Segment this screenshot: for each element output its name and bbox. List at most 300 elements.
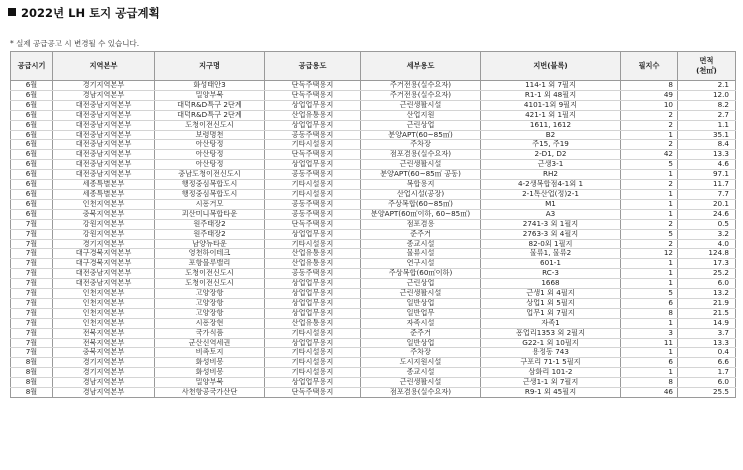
cell-use: 단독주택용지 xyxy=(265,81,361,91)
cell-lot: 흥업리1353 외 2필지 xyxy=(481,328,621,338)
cell-use: 산업유통용지 xyxy=(265,110,361,120)
cell-detail-use: 주상복합(60~85㎡) xyxy=(361,199,481,209)
cell-district: 도청이전신도시 xyxy=(155,120,265,130)
cell-detail-use: 산업지원 xyxy=(361,110,481,120)
cell-use: 기타시설용지 xyxy=(265,368,361,378)
cell-parcels: 2 xyxy=(621,120,678,130)
cell-district: 사천항공국가산단 xyxy=(155,388,265,398)
cell-region: 대구경북지역본부 xyxy=(53,249,155,259)
cell-district: 괴산미니복합타운 xyxy=(155,209,265,219)
cell-region: 인천지역본부 xyxy=(53,298,155,308)
cell-parcels: 10 xyxy=(621,100,678,110)
cell-period: 6월 xyxy=(11,90,53,100)
cell-lot: 421-1 외 1필지 xyxy=(481,110,621,120)
cell-parcels: 1 xyxy=(621,170,678,180)
cell-area: 6.6 xyxy=(678,358,736,368)
cell-district: 도청이전신도시 xyxy=(155,269,265,279)
cell-lot: R9-1 외 45필지 xyxy=(481,388,621,398)
cell-period: 6월 xyxy=(11,130,53,140)
cell-area: 8.2 xyxy=(678,100,736,110)
cell-detail-use: 종교시설 xyxy=(361,239,481,249)
title-bullet-icon xyxy=(8,8,16,16)
cell-use: 공동주택용지 xyxy=(265,269,361,279)
cell-parcels: 1 xyxy=(621,259,678,269)
cell-region: 인천지역본부 xyxy=(53,318,155,328)
cell-region: 경기지역본부 xyxy=(53,81,155,91)
cell-detail-use: 분양APT(60~85㎡) xyxy=(361,130,481,140)
col-header-district: 지구명 xyxy=(155,52,265,81)
cell-region: 경기지역본부 xyxy=(53,358,155,368)
cell-lot: 물류1, 물류2 xyxy=(481,249,621,259)
cell-parcels: 2 xyxy=(621,110,678,120)
cell-region: 경기지역본부 xyxy=(53,239,155,249)
cell-period: 8월 xyxy=(11,378,53,388)
cell-parcels: 2 xyxy=(621,219,678,229)
cell-use: 기타시설용지 xyxy=(265,140,361,150)
cell-detail-use: 준주거 xyxy=(361,328,481,338)
cell-parcels: 1 xyxy=(621,199,678,209)
cell-parcels: 8 xyxy=(621,378,678,388)
cell-detail-use: 자족시설 xyxy=(361,318,481,328)
cell-detail-use: 일반상업 xyxy=(361,298,481,308)
cell-period: 7월 xyxy=(11,229,53,239)
cell-period: 6월 xyxy=(11,180,53,190)
cell-district: 포항블루밸리 xyxy=(155,259,265,269)
table-row xyxy=(11,219,736,229)
cell-period: 6월 xyxy=(11,81,53,91)
cell-district: 밀양부북 xyxy=(155,90,265,100)
cell-district: 남양뉴타운 xyxy=(155,239,265,249)
cell-period: 7월 xyxy=(11,348,53,358)
table-row xyxy=(11,150,736,160)
cell-district: 대덕R&D특구 2단계 xyxy=(155,100,265,110)
cell-parcels: 2 xyxy=(621,180,678,190)
cell-lot: R1-1 외 48필지 xyxy=(481,90,621,100)
cell-period: 6월 xyxy=(11,199,53,209)
cell-region: 강원지역본부 xyxy=(53,219,155,229)
table-row xyxy=(11,120,736,130)
table-row xyxy=(11,378,736,388)
cell-lot: 업무1 외 7필지 xyxy=(481,308,621,318)
cell-region: 전북지역본부 xyxy=(53,338,155,348)
cell-period: 6월 xyxy=(11,100,53,110)
cell-detail-use: 점포겸용(실수요자) xyxy=(361,150,481,160)
cell-use: 단독주택용지 xyxy=(265,90,361,100)
cell-use: 산업유통용지 xyxy=(265,318,361,328)
table-row xyxy=(11,199,736,209)
cell-use: 산업유통용지 xyxy=(265,249,361,259)
cell-parcels: 8 xyxy=(621,308,678,318)
cell-detail-use: 주차장 xyxy=(361,140,481,150)
cell-district: 고양장항 xyxy=(155,308,265,318)
cell-period: 8월 xyxy=(11,388,53,398)
area-header-unit: (천㎡) xyxy=(696,66,717,75)
cell-period: 7월 xyxy=(11,259,53,269)
cell-parcels: 1 xyxy=(621,189,678,199)
cell-use: 공동주택용지 xyxy=(265,199,361,209)
cell-use: 기타시설용지 xyxy=(265,358,361,368)
cell-region: 경남지역본부 xyxy=(53,90,155,100)
cell-lot: 근생1 외 4필지 xyxy=(481,289,621,299)
title-text: 2022년 LH 토지 공급계획 xyxy=(21,6,160,20)
cell-detail-use: 근린생활시설 xyxy=(361,160,481,170)
cell-lot: G22-1 외 10필지 xyxy=(481,338,621,348)
cell-lot: 4-2생복합점4-1외 1 xyxy=(481,180,621,190)
cell-lot: 용정동 743 xyxy=(481,348,621,358)
cell-region: 경기지역본부 xyxy=(53,368,155,378)
cell-region: 대전충남지역본부 xyxy=(53,150,155,160)
cell-region: 대전충남지역본부 xyxy=(53,110,155,120)
cell-period: 7월 xyxy=(11,269,53,279)
cell-use: 상업업무용지 xyxy=(265,120,361,130)
cell-region: 충북지역본부 xyxy=(53,348,155,358)
cell-district: 국가식품 xyxy=(155,328,265,338)
cell-period: 6월 xyxy=(11,189,53,199)
cell-lot: 4101-1외 9필지 xyxy=(481,100,621,110)
cell-parcels: 6 xyxy=(621,358,678,368)
cell-lot: 82-0외 1필지 xyxy=(481,239,621,249)
cell-parcels: 1 xyxy=(621,209,678,219)
cell-use: 단독주택용지 xyxy=(265,388,361,398)
table-row xyxy=(11,269,736,279)
cell-lot: 1611, 1612 xyxy=(481,120,621,130)
cell-parcels: 8 xyxy=(621,81,678,91)
table-row xyxy=(11,259,736,269)
cell-area: 17.3 xyxy=(678,259,736,269)
cell-parcels: 5 xyxy=(621,160,678,170)
cell-region: 대전충남지역본부 xyxy=(53,269,155,279)
cell-region: 대전충남지역본부 xyxy=(53,120,155,130)
cell-period: 6월 xyxy=(11,120,53,130)
table-row xyxy=(11,308,736,318)
cell-district: 아산탕정 xyxy=(155,160,265,170)
cell-district: 행정중심복합도시 xyxy=(155,189,265,199)
cell-period: 7월 xyxy=(11,279,53,289)
table-row xyxy=(11,140,736,150)
cell-period: 7월 xyxy=(11,239,53,249)
cell-use: 상업업무용지 xyxy=(265,160,361,170)
cell-region: 강원지역본부 xyxy=(53,229,155,239)
cell-area: 25.2 xyxy=(678,269,736,279)
cell-use: 공동주택용지 xyxy=(265,170,361,180)
cell-detail-use: 근린상업 xyxy=(361,120,481,130)
cell-lot: 상업1 외 5필지 xyxy=(481,298,621,308)
cell-period: 6월 xyxy=(11,170,53,180)
cell-detail-use: 도시지원시설 xyxy=(361,358,481,368)
cell-parcels: 2 xyxy=(621,140,678,150)
cell-parcels: 42 xyxy=(621,150,678,160)
cell-region: 경남지역본부 xyxy=(53,378,155,388)
cell-parcels: 1 xyxy=(621,348,678,358)
cell-period: 7월 xyxy=(11,328,53,338)
cell-detail-use: 근린생활시설 xyxy=(361,289,481,299)
cell-lot: 주15, 주19 xyxy=(481,140,621,150)
cell-detail-use: 점포겸용 xyxy=(361,219,481,229)
cell-area: 0.4 xyxy=(678,348,736,358)
table-row xyxy=(11,348,736,358)
area-header-label: 면적 xyxy=(699,56,714,65)
table-row xyxy=(11,130,736,140)
table-row xyxy=(11,388,736,398)
cell-detail-use: 근린생활시설 xyxy=(361,378,481,388)
cell-region: 대구경북지역본부 xyxy=(53,259,155,269)
cell-region: 인천지역본부 xyxy=(53,199,155,209)
cell-district: 군산신역세권 xyxy=(155,338,265,348)
cell-district: 아산탕정 xyxy=(155,150,265,160)
cell-use: 기타시설용지 xyxy=(265,348,361,358)
cell-district: 비촉토지 xyxy=(155,348,265,358)
cell-lot: 1668 xyxy=(481,279,621,289)
cell-area: 1.7 xyxy=(678,368,736,378)
cell-period: 6월 xyxy=(11,160,53,170)
cell-period: 6월 xyxy=(11,110,53,120)
cell-detail-use: 물류시설 xyxy=(361,249,481,259)
cell-parcels: 1 xyxy=(621,269,678,279)
table-row xyxy=(11,358,736,368)
cell-detail-use: 주상복합(60㎡이하) xyxy=(361,269,481,279)
cell-parcels: 1 xyxy=(621,279,678,289)
cell-parcels: 5 xyxy=(621,289,678,299)
table-row xyxy=(11,189,736,199)
cell-period: 7월 xyxy=(11,249,53,259)
cell-detail-use: 종교시설 xyxy=(361,368,481,378)
cell-area: 12.0 xyxy=(678,90,736,100)
cell-use: 상업업무용지 xyxy=(265,279,361,289)
cell-lot: 601-1 xyxy=(481,259,621,269)
cell-period: 6월 xyxy=(11,209,53,219)
cell-use: 상업업무용지 xyxy=(265,100,361,110)
cell-lot: A3 xyxy=(481,209,621,219)
cell-region: 대전충남지역본부 xyxy=(53,160,155,170)
table-row xyxy=(11,209,736,219)
table-header-row xyxy=(11,52,736,81)
cell-area: 13.2 xyxy=(678,289,736,299)
cell-area: 11.7 xyxy=(678,180,736,190)
cell-lot: 자족1 xyxy=(481,318,621,328)
cell-region: 대전충남지역본부 xyxy=(53,130,155,140)
cell-parcels: 2 xyxy=(621,239,678,249)
cell-parcels: 1 xyxy=(621,318,678,328)
cell-period: 6월 xyxy=(11,150,53,160)
table-row xyxy=(11,239,736,249)
cell-area: 6.0 xyxy=(678,378,736,388)
cell-lot: 2741-3 외 1필지 xyxy=(481,219,621,229)
col-header-parcels: 필지수 xyxy=(621,52,678,81)
cell-period: 7월 xyxy=(11,338,53,348)
cell-area: 7.7 xyxy=(678,189,736,199)
cell-period: 7월 xyxy=(11,318,53,328)
cell-use: 기타시설용지 xyxy=(265,189,361,199)
col-header-region: 지역본부 xyxy=(53,52,155,81)
cell-area: 2.7 xyxy=(678,110,736,120)
cell-area: 3.2 xyxy=(678,229,736,239)
cell-region: 대전충남지역본부 xyxy=(53,140,155,150)
cell-period: 7월 xyxy=(11,289,53,299)
cell-parcels: 5 xyxy=(621,229,678,239)
cell-lot: 2-D1, D2 xyxy=(481,150,621,160)
cell-area: 21.5 xyxy=(678,308,736,318)
cell-parcels: 46 xyxy=(621,388,678,398)
cell-use: 상업업무용지 xyxy=(265,378,361,388)
cell-district: 행정중심복합도시 xyxy=(155,180,265,190)
cell-lot: B2 xyxy=(481,130,621,140)
cell-lot: 근생3-1 xyxy=(481,160,621,170)
cell-lot: 근생1-1 외 7필지 xyxy=(481,378,621,388)
cell-parcels: 11 xyxy=(621,338,678,348)
table-row xyxy=(11,368,736,378)
col-header-period: 공급시기 xyxy=(11,52,53,81)
cell-use: 상업업무용지 xyxy=(265,338,361,348)
cell-area: 124.8 xyxy=(678,249,736,259)
table-body xyxy=(11,81,736,398)
cell-district: 원주태장2 xyxy=(155,229,265,239)
cell-district: 고양장항 xyxy=(155,298,265,308)
cell-parcels: 1 xyxy=(621,368,678,378)
cell-period: 8월 xyxy=(11,358,53,368)
cell-area: 25.5 xyxy=(678,388,736,398)
table-row xyxy=(11,100,736,110)
cell-area: 2.1 xyxy=(678,81,736,91)
table-row xyxy=(11,90,736,100)
col-header-lot: 지번(블록) xyxy=(481,52,621,81)
cell-area: 20.1 xyxy=(678,199,736,209)
cell-district: 화성비봉 xyxy=(155,368,265,378)
cell-area: 14.9 xyxy=(678,318,736,328)
cell-lot: 2763-3 외 4필지 xyxy=(481,229,621,239)
cell-use: 상업업무용지 xyxy=(265,308,361,318)
cell-region: 대전충남지역본부 xyxy=(53,170,155,180)
cell-use: 공동주택용지 xyxy=(265,209,361,219)
table-row xyxy=(11,318,736,328)
cell-region: 대전충남지역본부 xyxy=(53,279,155,289)
cell-area: 3.7 xyxy=(678,328,736,338)
cell-detail-use: 분양APT(60~85㎡ 공동) xyxy=(361,170,481,180)
cell-lot: RH2 xyxy=(481,170,621,180)
table-row xyxy=(11,279,736,289)
cell-district: 아산탕정 xyxy=(155,140,265,150)
cell-lot: 구포리 71-1 5필지 xyxy=(481,358,621,368)
cell-lot: 삼화리 101-2 xyxy=(481,368,621,378)
cell-lot: RC-3 xyxy=(481,269,621,279)
table-row xyxy=(11,328,736,338)
cell-area: 21.9 xyxy=(678,298,736,308)
cell-detail-use: 복합용지 xyxy=(361,180,481,190)
cell-detail-use: 연구시설 xyxy=(361,259,481,269)
cell-area: 24.6 xyxy=(678,209,736,219)
cell-detail-use: 점포겸용(실수요자) xyxy=(361,388,481,398)
cell-detail-use: 근린생활시설 xyxy=(361,100,481,110)
cell-period: 8월 xyxy=(11,368,53,378)
cell-lot: M1 xyxy=(481,199,621,209)
cell-district: 시흥거모 xyxy=(155,199,265,209)
col-header-detail-use: 세부용도 xyxy=(361,52,481,81)
table-row xyxy=(11,298,736,308)
table-row xyxy=(11,110,736,120)
page-title xyxy=(8,5,160,21)
cell-area: 4.0 xyxy=(678,239,736,249)
cell-district: 화성태안3 xyxy=(155,81,265,91)
cell-use: 산업유통용지 xyxy=(265,259,361,269)
cell-district: 화성비봉 xyxy=(155,358,265,368)
cell-region: 대전충남지역본부 xyxy=(53,100,155,110)
cell-district: 고양장항 xyxy=(155,289,265,299)
cell-period: 7월 xyxy=(11,219,53,229)
cell-district: 대덕R&D특구 2단계 xyxy=(155,110,265,120)
cell-district: 보령명천 xyxy=(155,130,265,140)
cell-detail-use: 근린상업 xyxy=(361,279,481,289)
cell-use: 상업업무용지 xyxy=(265,229,361,239)
cell-use: 상업업무용지 xyxy=(265,298,361,308)
cell-region: 세종특별본부 xyxy=(53,189,155,199)
table-row xyxy=(11,160,736,170)
cell-use: 상업업무용지 xyxy=(265,289,361,299)
col-header-area xyxy=(678,52,736,81)
cell-region: 경남지역본부 xyxy=(53,388,155,398)
cell-parcels: 3 xyxy=(621,328,678,338)
cell-area: 4.6 xyxy=(678,160,736,170)
table-row xyxy=(11,81,736,91)
table-row xyxy=(11,338,736,348)
cell-use: 단독주택용지 xyxy=(265,219,361,229)
cell-district: 도청이전신도시 xyxy=(155,279,265,289)
cell-area: 97.1 xyxy=(678,170,736,180)
cell-parcels: 6 xyxy=(621,298,678,308)
cell-area: 0.5 xyxy=(678,219,736,229)
cell-lot: 114-1 외 7필지 xyxy=(481,81,621,91)
cell-period: 6월 xyxy=(11,140,53,150)
cell-area: 13.3 xyxy=(678,338,736,348)
notice-text: * 실제 공급공고 시 변경될 수 있습니다. xyxy=(10,39,140,48)
cell-period: 7월 xyxy=(11,308,53,318)
cell-parcels: 49 xyxy=(621,90,678,100)
cell-region: 세종특별본부 xyxy=(53,180,155,190)
table-row xyxy=(11,249,736,259)
cell-area: 13.3 xyxy=(678,150,736,160)
cell-use: 단독주택용지 xyxy=(265,150,361,160)
cell-parcels: 12 xyxy=(621,249,678,259)
cell-area: 6.0 xyxy=(678,279,736,289)
cell-detail-use: 주차장 xyxy=(361,348,481,358)
col-header-use: 공급용도 xyxy=(265,52,361,81)
cell-area: 1.1 xyxy=(678,120,736,130)
table-row xyxy=(11,170,736,180)
cell-area: 8.4 xyxy=(678,140,736,150)
table-row xyxy=(11,180,736,190)
table-row xyxy=(11,289,736,299)
cell-detail-use: 주거전용(실수요자) xyxy=(361,81,481,91)
cell-use: 기타시설용지 xyxy=(265,180,361,190)
cell-detail-use: 일반상업 xyxy=(361,338,481,348)
cell-district: 영천하이테크 xyxy=(155,249,265,259)
cell-use: 기타시설용지 xyxy=(265,239,361,249)
cell-district: 충남도청이전신도시 xyxy=(155,170,265,180)
cell-district: 시흥장현 xyxy=(155,318,265,328)
cell-region: 전북지역본부 xyxy=(53,328,155,338)
cell-detail-use: 준주거 xyxy=(361,229,481,239)
cell-detail-use: 분양APT(60㎡이하, 60~85㎡) xyxy=(361,209,481,219)
cell-parcels: 1 xyxy=(621,130,678,140)
cell-district: 밀양부북 xyxy=(155,378,265,388)
cell-region: 인천지역본부 xyxy=(53,308,155,318)
cell-district: 원주태장2 xyxy=(155,219,265,229)
cell-use: 공동주택용지 xyxy=(265,130,361,140)
cell-period: 7월 xyxy=(11,298,53,308)
cell-region: 인천지역본부 xyxy=(53,289,155,299)
cell-area: 35.1 xyxy=(678,130,736,140)
cell-use: 기타시설용지 xyxy=(265,328,361,338)
table-row xyxy=(11,229,736,239)
cell-detail-use: 산업시설(공장) xyxy=(361,189,481,199)
